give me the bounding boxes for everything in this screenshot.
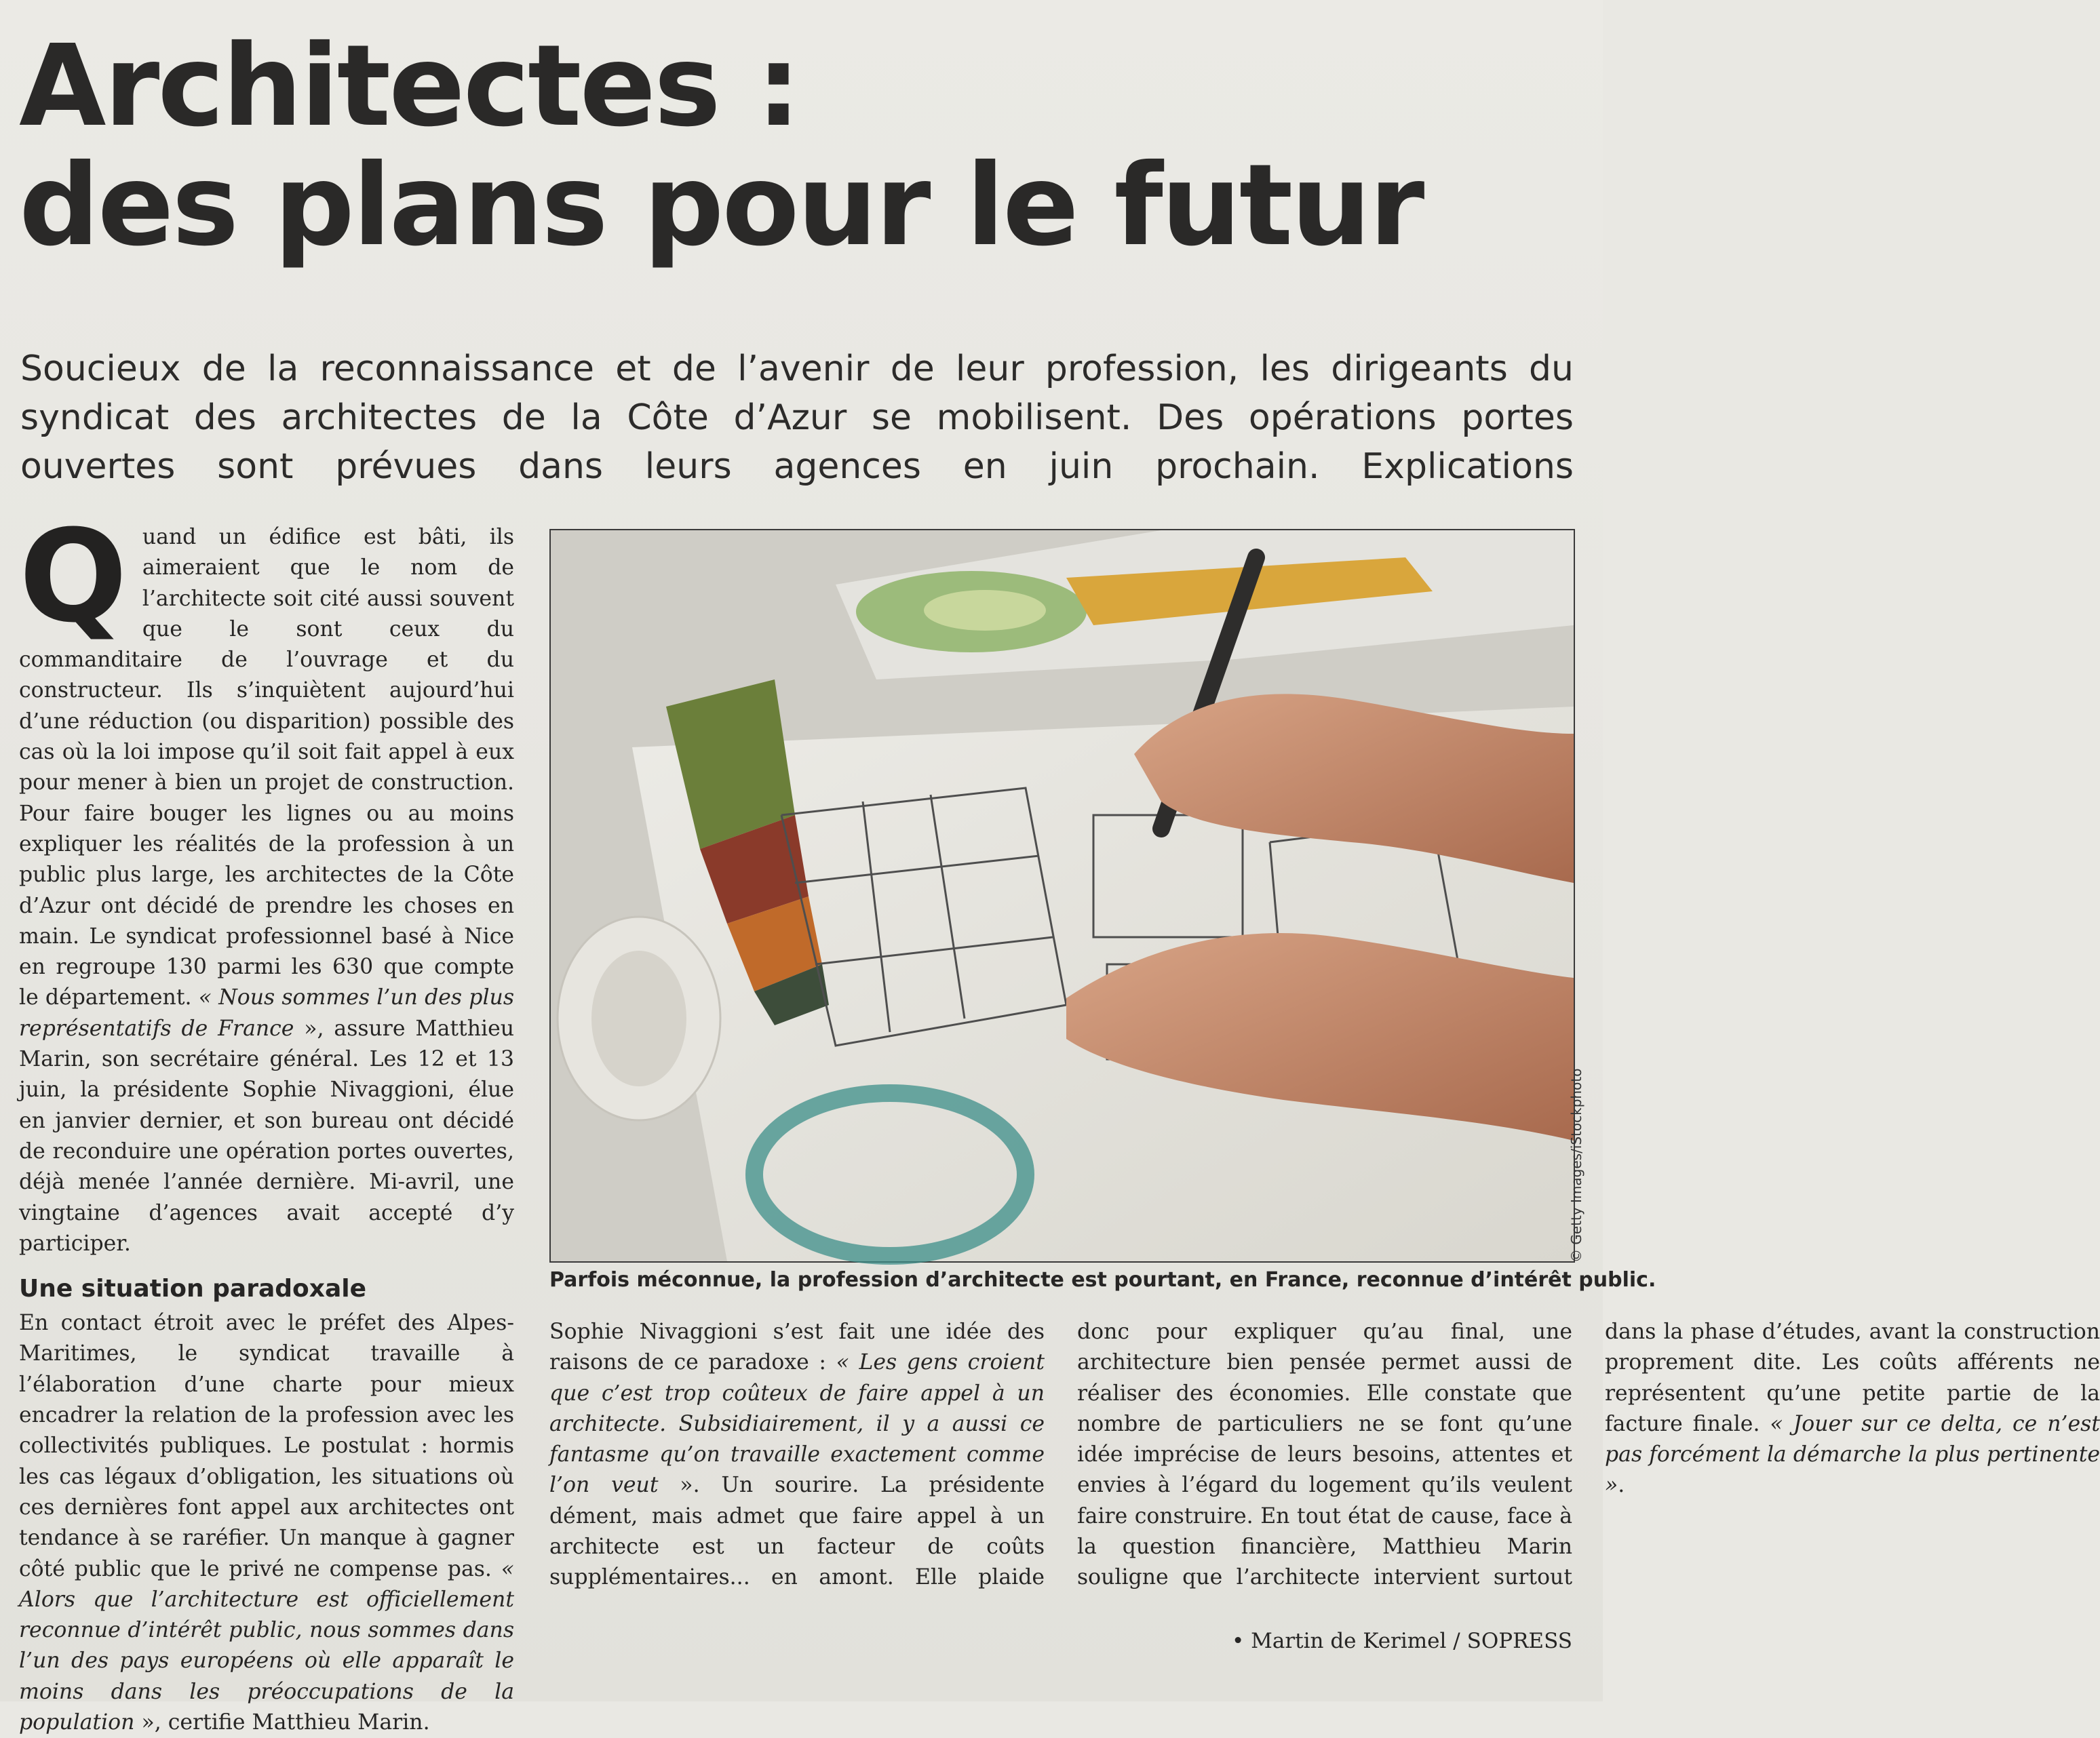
- headline-line-2: des plans pour le futur: [19, 140, 1423, 271]
- paradox-text: Sophie Nivaggioni s’est fait une idée des raisons de ce paradoxe :: [549, 1320, 1045, 1375]
- article-column-middle: [549, 1317, 2100, 1622]
- intro-text-after: », assure Matthieu Marin, son secrétaire général. Les 12 et 13 juin, la présidente Sophie Nivaggioni, élue en janvier dernier, et son bureau ont décidé de reconduire une opération portes ouvertes, déjà menée l’année dernière. Mi-avril, une vingtaine d’agences avait accepté d’y participer.: [19, 1016, 514, 1256]
- drop-cap: Q: [19, 502, 128, 651]
- article-headline: [19, 21, 1586, 271]
- article-photo: [549, 529, 1575, 1263]
- paragraph-situation: [19, 1308, 514, 1738]
- paragraph-intro: [19, 502, 514, 1259]
- article-standfirst: Soucieux de la reconnaissance et de l’avenir de leur profession, les dirigeants du syndicat des architectes de la Côte d’Azur se mobilisent. Des opérations portes ouvertes sont prévues dans leurs agences en juin prochain. Explications: [20, 349, 1574, 487]
- section-subhead: Une situation paradoxale: [19, 1275, 367, 1303]
- quote-delta: « Jouer sur ce delta, ce n’est pas forcément la démarche la plus pertinente »: [1605, 1411, 2100, 1498]
- paradox-end: .: [1618, 1473, 1625, 1498]
- quote-representatifs: « Nous sommes l’un des plus représentatifs de France: [19, 985, 514, 1041]
- situation-text: En contact étroit avec le préfet des Alpes-Maritimes, le syndicat travaille à l’élaboration d’une charte pour mieux encadrer la relation de la profession avec les collectivités publiques. Le postulat : hormis les cas légaux d’obligation, les situations où ces dernières font appel aux architectes ont tendance à se raréfier. Un manque à gagner côté public que le privé ne compense pas.: [19, 1311, 514, 1581]
- paradox-text-after: ». Un sourire. La présidente dément, mais admet que faire appel à un architecte est un facteur de coûts supplémentaires... en amont. Elle plaide donc pour expliquer qu’au final, une architecture bien pensée permet aussi de réaliser des économies. Elle constate que nombre de particuliers ne se font qu’une idée imprécise de leurs besoins, attentes et envies à l’égard du logement qu’ils veulent faire construire. En tout état de cause, face à la question financière, Matthieu Marin souligne que l’architecte intervient surtout dans la phase d’études, avant la construction proprement dite. Les coûts afférents ne représentent qu’une petite partie de la facture finale.: [549, 1320, 2100, 1590]
- situation-text-after: », certifie Matthieu Marin.: [141, 1710, 430, 1735]
- architect-drawing-illustration: [551, 530, 1574, 1261]
- photo-caption: Parfois méconnue, la profession d’architecte est pourtant, en France, reconnue d’intérêt public.: [549, 1268, 1656, 1292]
- photo-credit: © Getty Images/iStockphoto: [1568, 1068, 1584, 1263]
- article-byline: • Martin de Kerimel / SOPRESS: [1231, 1629, 1572, 1653]
- quote-architecture: « Alors que l’architecture est officiellement reconnue d’intérêt public, nous sommes dans l’un des pays européens où elle apparaît le moins dans les préoccupations de la population: [19, 1556, 515, 1735]
- quote-gens-croient: « Les gens croient que c’est trop coûteux de faire appel à un architecte. Subsidiairement, il y a aussi ce fantasme qu’on travaille exactement comme l’on veut: [549, 1350, 1045, 1498]
- article-column-left: [19, 502, 515, 1738]
- headline-line-1: Architectes :: [19, 21, 800, 152]
- intro-text: uand un édifice est bâti, ils aimeraient que le nom de l’architecte soit cité aussi souvent que le sont ceux du commanditaire de l’ouvrage et du constructeur. Ils s’inquiètent aujourd’hui d’une réduction (ou disparition) possible des cas où la loi impose qu’il soit fait appel à eux pour mener à bien un projet de construction. Pour faire bouger les lignes ou au moins expliquer les réalités de la profession à un public plus large, les architectes de la Côte d’Azur ont décidé de prendre les choses en main. Le syndicat professionnel basé à Nice en regroupe 130 parmi les 630 que compte le département.: [19, 525, 514, 1010]
- paragraph-paradox: [549, 1317, 2100, 1622]
